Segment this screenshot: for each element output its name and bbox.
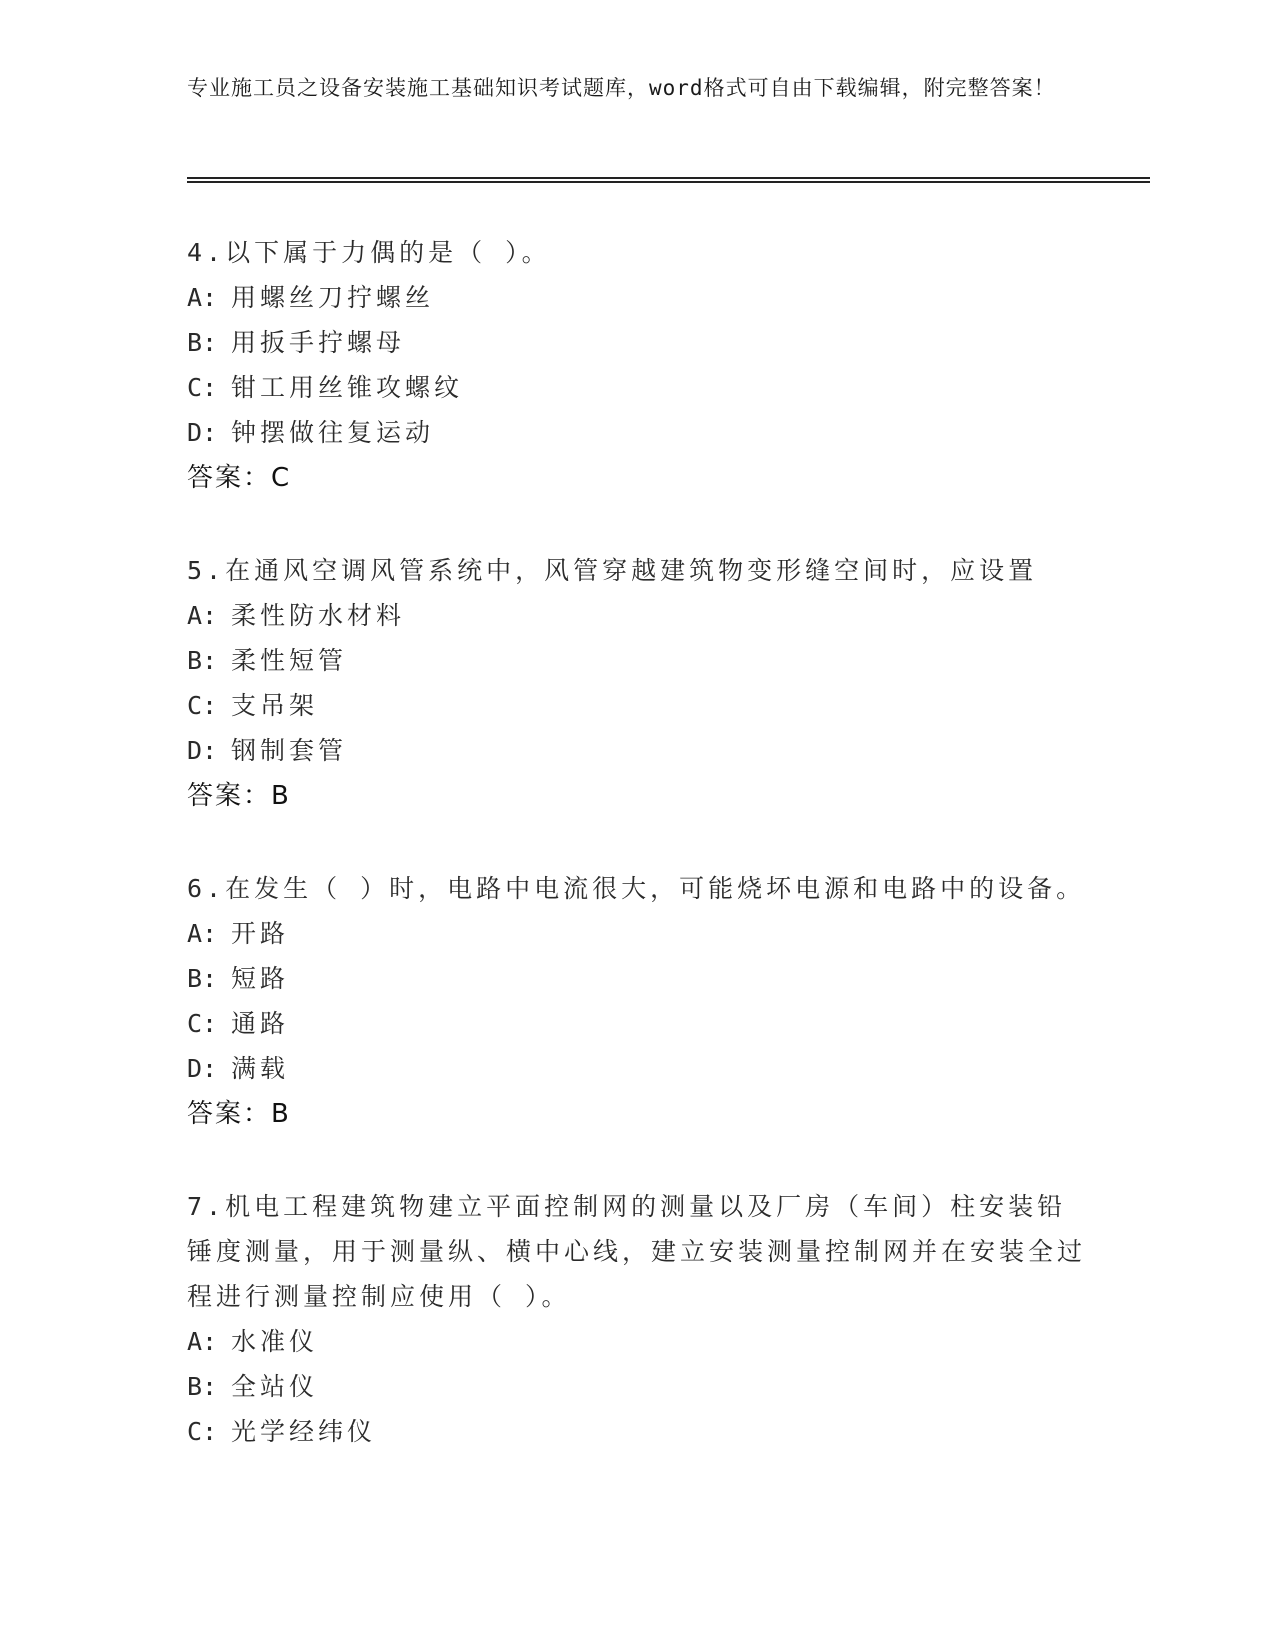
header-divider-top (187, 177, 1150, 179)
option-letter: A: (187, 601, 218, 630)
option-letter: C: (187, 1417, 218, 1446)
option-letter: C: (187, 373, 218, 402)
option-text: 柔性防水材料 (231, 601, 406, 630)
option-letter: B: (187, 964, 218, 993)
option-c (187, 683, 1087, 728)
option-a (187, 275, 1087, 320)
question-5 (187, 548, 1087, 819)
option-letter: A: (187, 1327, 218, 1356)
question-7 (187, 1184, 1087, 1454)
question-text: 5.在通风空调风管系统中，风管穿越建筑物变形缝空间时，应设置 (187, 556, 1038, 585)
option-letter: D: (187, 1054, 218, 1083)
option-text: 钟摆做往复运动 (231, 418, 435, 447)
question-6 (187, 866, 1087, 1137)
option-b (187, 1364, 1087, 1409)
option-d (187, 410, 1087, 455)
option-text: 柔性短管 (231, 646, 348, 675)
option-c (187, 365, 1087, 410)
document-header: 专业施工员之设备安装施工基础知识考试题库，word格式可自由下载编辑，附完整答案！ (187, 76, 1056, 100)
option-text: 钢制套管 (231, 736, 348, 765)
option-a (187, 593, 1087, 638)
question-text: 4.以下属于力偶的是（ ）。 (187, 238, 551, 267)
option-text: 通路 (231, 1009, 290, 1038)
option-letter: B: (187, 1372, 218, 1401)
option-a (187, 911, 1087, 956)
option-text: 用扳手拧螺母 (231, 328, 406, 357)
question-text: 7.机电工程建筑物建立平面控制网的测量以及厂房（车间）柱安装铅锤度测量，用于测量纵、横中心线，建立安装测量控制网并在安装全过程进行测量控制应使用（ ）。 (187, 1192, 1087, 1311)
option-text: 开路 (231, 919, 290, 948)
option-letter: A: (187, 919, 218, 948)
answer: 答案：B (187, 1099, 291, 1129)
option-letter: C: (187, 1009, 218, 1038)
option-letter: D: (187, 418, 218, 447)
option-b (187, 956, 1087, 1001)
option-text: 支吊架 (231, 691, 319, 720)
option-text: 短路 (231, 964, 290, 993)
answer: 答案：B (187, 781, 291, 811)
header-divider-bottom (187, 181, 1150, 183)
option-c (187, 1001, 1087, 1046)
answer: 答案：C (187, 463, 292, 493)
option-b (187, 638, 1087, 683)
option-b (187, 320, 1087, 365)
option-letter: D: (187, 736, 218, 765)
option-d (187, 728, 1087, 773)
option-text: 光学经纬仪 (231, 1417, 377, 1446)
option-letter: B: (187, 328, 218, 357)
question-text: 6.在发生（ ）时，电路中电流很大，可能烧坏电源和电路中的设备。 (187, 874, 1086, 903)
option-text: 用螺丝刀拧螺丝 (231, 283, 435, 312)
option-letter: A: (187, 283, 218, 312)
option-text: 全站仪 (231, 1372, 319, 1401)
option-letter: B: (187, 646, 218, 675)
option-a (187, 1319, 1087, 1364)
option-d (187, 1046, 1087, 1091)
option-text: 水准仪 (231, 1327, 319, 1356)
option-text: 钳工用丝锥攻螺纹 (231, 373, 464, 402)
option-text: 满载 (231, 1054, 290, 1083)
question-4 (187, 230, 1087, 501)
option-letter: C: (187, 691, 218, 720)
option-c (187, 1409, 1087, 1454)
